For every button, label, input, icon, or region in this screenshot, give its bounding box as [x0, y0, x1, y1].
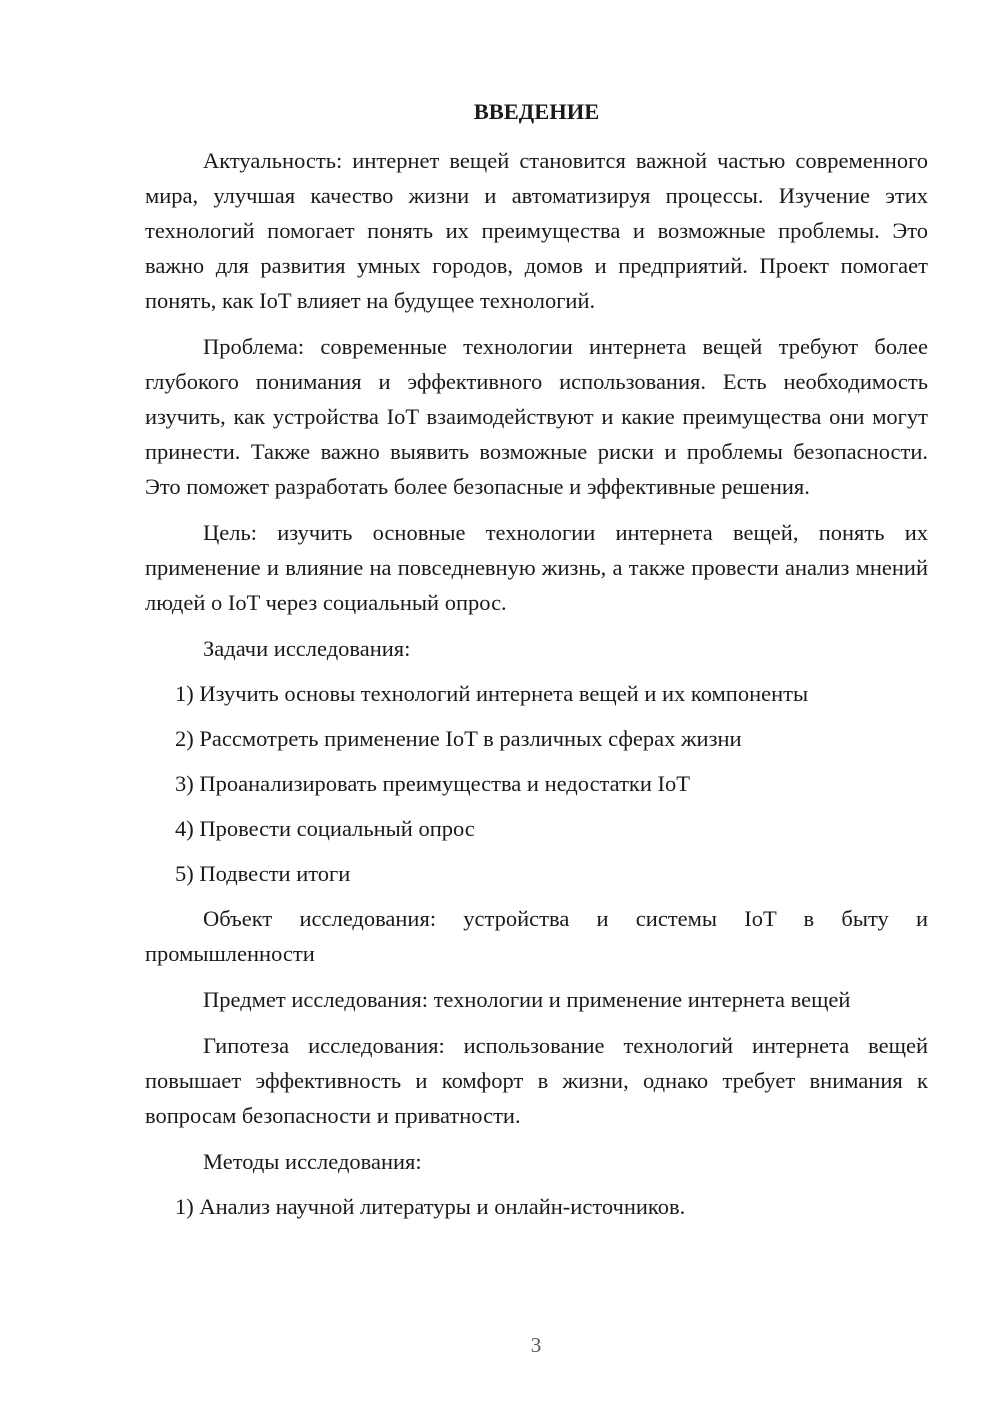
method-item: 1) Анализ научной литературы и онлайн-источников. — [175, 1194, 686, 1219]
document-page — [145, 94, 928, 1234]
tasks-label: Задачи исследования: — [203, 636, 411, 661]
task-item: 5) Подвести итоги — [175, 861, 351, 886]
task-item: 3) Проанализировать преимущества и недостатки IoT — [175, 771, 690, 796]
goal-paragraph: Цель: изучить основные технологии интернета вещей, понять их применение и влияние на повседневную жизнь, а также провести анализ мнений людей о IoT через социальный опрос. — [145, 520, 928, 615]
section-title: ВВЕДЕНИЕ — [473, 99, 600, 124]
page-number: 3 — [530, 1333, 542, 1357]
task-item: 1) Изучить основы технологий интернета вещей и их компоненты — [175, 681, 809, 706]
hypothesis-paragraph: Гипотеза исследования: использование технологий интернета вещей повышает эффективность и комфорт в жизни, однако требует внимания к вопросам безопасности и приватности. — [145, 1033, 928, 1128]
task-item: 4) Провести социальный опрос — [175, 816, 475, 841]
task-item: 2) Рассмотреть применение IoT в различных сферах жизни — [175, 726, 742, 751]
problem-paragraph: Проблема: современные технологии интернета вещей требуют более глубокого понимания и эффективного использования. Есть необходимость изучить, как устройства IoT взаимодействуют и какие преимущества они могут принести. Также важно выявить возможные риски и проблемы безопасности. Это поможет разработать более безопасные и эффективные решения. — [145, 334, 928, 499]
object-paragraph: Объект исследования: устройства и системы IoT в быту и промышленности — [145, 906, 928, 966]
subject-paragraph: Предмет исследования: технологии и применение интернета вещей — [203, 987, 851, 1012]
methods-label: Методы исследования: — [203, 1149, 422, 1174]
relevance-paragraph: Актуальность: интернет вещей становится важной частью современного мира, улучшая качество жизни и автоматизируя процессы. Изучение этих технологий помогает понять их преимущества и возможные проблемы. Это важно для развития умных городов, домов и предприятий. Проект помогает понять, как IoT влияет на будущее технологий. — [145, 148, 928, 313]
